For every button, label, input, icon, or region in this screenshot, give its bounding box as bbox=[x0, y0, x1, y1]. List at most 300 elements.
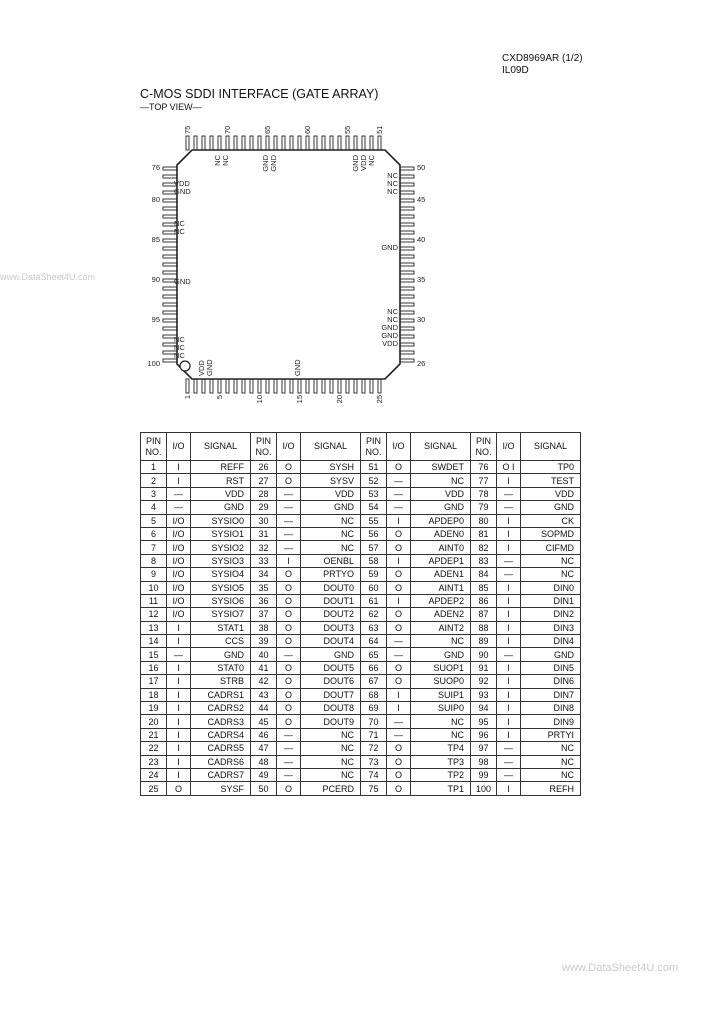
signal-cell: DIN3 bbox=[521, 621, 581, 634]
pin-number-top: 60 bbox=[303, 125, 312, 134]
pin-lead-right bbox=[400, 287, 414, 290]
pin-number-cell: 59 bbox=[361, 568, 387, 581]
signal-cell: VDD bbox=[521, 487, 581, 500]
io-cell: I bbox=[497, 702, 521, 715]
signal-cell: DIN0 bbox=[521, 581, 581, 594]
pin-lead-bottom bbox=[194, 379, 197, 393]
pin-label-right: VDD bbox=[382, 339, 398, 348]
pin-number-cell: 26 bbox=[251, 461, 277, 474]
io-cell: O bbox=[277, 782, 301, 795]
pin-number-cell: 7 bbox=[141, 541, 167, 554]
table-row bbox=[141, 715, 581, 728]
pin-label-left: NC bbox=[174, 351, 185, 360]
io-cell: — bbox=[277, 755, 301, 768]
pin-label-left: NC bbox=[174, 227, 185, 236]
io-cell: O bbox=[277, 461, 301, 474]
io-cell: I bbox=[497, 688, 521, 701]
pin-lead-left bbox=[163, 255, 177, 258]
pin-number-cell: 53 bbox=[361, 487, 387, 500]
pin-lead-top bbox=[354, 136, 357, 150]
io-cell: — bbox=[497, 568, 521, 581]
pin-number-cell: 56 bbox=[361, 527, 387, 540]
pin-lead-left bbox=[163, 311, 177, 314]
io-cell: — bbox=[277, 487, 301, 500]
signal-cell: TEST bbox=[521, 474, 581, 487]
io-cell: I bbox=[167, 635, 191, 648]
signal-cell: GND bbox=[301, 501, 361, 514]
io-cell: I bbox=[167, 755, 191, 768]
signal-cell: NC bbox=[521, 568, 581, 581]
pin-lead-right bbox=[400, 223, 414, 226]
pin-lead-bottom bbox=[378, 379, 381, 393]
header-pin-no: PIN NO. bbox=[141, 433, 167, 461]
signal-cell: OENBL bbox=[301, 554, 361, 567]
pin-lead-top bbox=[322, 136, 325, 150]
pin-lead-top bbox=[250, 136, 253, 150]
pin-number-cell: 94 bbox=[471, 702, 497, 715]
io-cell: I bbox=[497, 675, 521, 688]
signal-cell: CIFMD bbox=[521, 541, 581, 554]
watermark-left: www.DataSheet4U.com bbox=[0, 272, 96, 282]
io-cell: I bbox=[387, 688, 411, 701]
signal-cell: REFH bbox=[521, 782, 581, 795]
io-cell: I bbox=[167, 768, 191, 781]
table-row bbox=[141, 648, 581, 661]
io-cell: — bbox=[277, 728, 301, 741]
page-title: C-MOS SDDI INTERFACE (GATE ARRAY) bbox=[140, 87, 379, 101]
signal-cell: CADRS5 bbox=[191, 742, 251, 755]
signal-cell: NC bbox=[301, 527, 361, 540]
pin-number-cell: 16 bbox=[141, 661, 167, 674]
signal-cell: CADRS3 bbox=[191, 715, 251, 728]
pin-number-cell: 91 bbox=[471, 661, 497, 674]
pin-label-left: NC bbox=[174, 343, 185, 352]
pin-lead-bottom bbox=[258, 379, 261, 393]
signal-cell: NC bbox=[301, 728, 361, 741]
pin-lead-bottom bbox=[202, 379, 205, 393]
pin-number-cell: 57 bbox=[361, 541, 387, 554]
pin-lead-bottom bbox=[362, 379, 365, 393]
pin-number-cell: 84 bbox=[471, 568, 497, 581]
pin-number-cell: 62 bbox=[361, 608, 387, 621]
io-cell: I bbox=[387, 554, 411, 567]
pin-lead-left bbox=[163, 319, 177, 322]
pin-lead-top bbox=[226, 136, 229, 150]
pin-number-cell: 71 bbox=[361, 728, 387, 741]
pin-number-cell: 44 bbox=[251, 702, 277, 715]
io-cell: — bbox=[497, 648, 521, 661]
pin-number-cell: 75 bbox=[361, 782, 387, 795]
pin-lead-left bbox=[163, 239, 177, 242]
io-cell: I/O bbox=[167, 541, 191, 554]
pin-label-right: NC bbox=[387, 171, 398, 180]
pin-lead-top bbox=[346, 136, 349, 150]
pin-number-cell: 73 bbox=[361, 755, 387, 768]
io-cell: — bbox=[497, 501, 521, 514]
signal-cell: TP4 bbox=[411, 742, 471, 755]
pin-lead-top bbox=[290, 136, 293, 150]
pin-lead-bottom bbox=[330, 379, 333, 393]
pin-number-bottom: 25 bbox=[375, 395, 384, 404]
pin-number-left: 80 bbox=[151, 195, 160, 204]
pin-lead-top bbox=[186, 136, 189, 150]
io-cell: O bbox=[387, 527, 411, 540]
pin-number-cell: 82 bbox=[471, 541, 497, 554]
pin-number-cell: 66 bbox=[361, 661, 387, 674]
pin-label-top: GND bbox=[261, 155, 270, 172]
pin-lead-right bbox=[400, 359, 414, 362]
pin-lead-left bbox=[163, 303, 177, 306]
pin-lead-right bbox=[400, 319, 414, 322]
table-header-row bbox=[141, 433, 581, 461]
header-pin-no: PIN NO. bbox=[471, 433, 497, 461]
pin-lead-right bbox=[400, 263, 414, 266]
io-cell: — bbox=[387, 474, 411, 487]
pin-number-cell: 39 bbox=[251, 635, 277, 648]
signal-cell: AINT2 bbox=[411, 621, 471, 634]
signal-cell: SUIP0 bbox=[411, 702, 471, 715]
io-cell: — bbox=[497, 554, 521, 567]
signal-cell: PCERD bbox=[301, 782, 361, 795]
table-row bbox=[141, 487, 581, 500]
io-cell: O bbox=[387, 541, 411, 554]
pin-number-cell: 29 bbox=[251, 501, 277, 514]
io-cell: — bbox=[167, 501, 191, 514]
io-cell: — bbox=[387, 501, 411, 514]
pin-label-right: GND bbox=[381, 243, 398, 252]
pin-number-cell: 43 bbox=[251, 688, 277, 701]
signal-cell: SYSIO0 bbox=[191, 514, 251, 527]
pin-number-cell: 46 bbox=[251, 728, 277, 741]
pin-number-right: 50 bbox=[417, 163, 426, 172]
pin-lead-left bbox=[163, 247, 177, 250]
pin-lead-right bbox=[400, 271, 414, 274]
signal-cell: DIN4 bbox=[521, 635, 581, 648]
page-subtitle: —TOP VIEW— bbox=[140, 102, 202, 112]
pin-number-cell: 81 bbox=[471, 527, 497, 540]
signal-cell: NC bbox=[301, 768, 361, 781]
io-cell: I bbox=[497, 474, 521, 487]
signal-cell: VDD bbox=[411, 487, 471, 500]
pin-label-left: GND bbox=[174, 187, 191, 196]
pin-number-right: 26 bbox=[417, 359, 426, 368]
signal-cell: NC bbox=[521, 554, 581, 567]
pin-lead-bottom bbox=[210, 379, 213, 393]
signal-cell: NC bbox=[521, 768, 581, 781]
signal-cell: VDD bbox=[301, 487, 361, 500]
pin-number-cell: 34 bbox=[251, 568, 277, 581]
signal-cell: GND bbox=[521, 648, 581, 661]
pin-lead-right bbox=[400, 279, 414, 282]
pin-number-cell: 89 bbox=[471, 635, 497, 648]
signal-cell: DIN2 bbox=[521, 608, 581, 621]
pin-number-cell: 92 bbox=[471, 675, 497, 688]
io-cell: O bbox=[387, 581, 411, 594]
io-cell: I bbox=[167, 675, 191, 688]
io-cell: — bbox=[167, 487, 191, 500]
signal-cell: ADEN0 bbox=[411, 527, 471, 540]
pin-label-right: GND bbox=[381, 331, 398, 340]
pin-number-cell: 68 bbox=[361, 688, 387, 701]
pin-number-cell: 49 bbox=[251, 768, 277, 781]
io-cell: O bbox=[387, 621, 411, 634]
pin-number-cell: 13 bbox=[141, 621, 167, 634]
pin-number-cell: 50 bbox=[251, 782, 277, 795]
signal-cell: AINT1 bbox=[411, 581, 471, 594]
io-cell: — bbox=[387, 487, 411, 500]
pin-number-left: 90 bbox=[151, 275, 160, 284]
signal-cell: SWDET bbox=[411, 461, 471, 474]
signal-cell: NC bbox=[411, 635, 471, 648]
signal-cell: DIN9 bbox=[521, 715, 581, 728]
pin-number-cell: 9 bbox=[141, 568, 167, 581]
pin-number-cell: 3 bbox=[141, 487, 167, 500]
io-cell: O bbox=[277, 715, 301, 728]
pin-label-top: VDD bbox=[359, 155, 368, 171]
pin-label-right: NC bbox=[387, 315, 398, 324]
pin-number-cell: 38 bbox=[251, 621, 277, 634]
signal-cell: SYSIO6 bbox=[191, 594, 251, 607]
pins-bottom bbox=[186, 379, 381, 393]
signal-cell: SYSIO4 bbox=[191, 568, 251, 581]
signal-cell: GND bbox=[521, 501, 581, 514]
table-body bbox=[141, 461, 581, 796]
pin-lead-left bbox=[163, 215, 177, 218]
pin-number-cell: 48 bbox=[251, 755, 277, 768]
pin-number-cell: 78 bbox=[471, 487, 497, 500]
pin-number-cell: 19 bbox=[141, 702, 167, 715]
signal-cell: SYSIO5 bbox=[191, 581, 251, 594]
signal-cell: DIN1 bbox=[521, 594, 581, 607]
io-cell: I bbox=[497, 581, 521, 594]
pin-number-cell: 31 bbox=[251, 527, 277, 540]
pin-lead-bottom bbox=[314, 379, 317, 393]
pin-number-cell: 23 bbox=[141, 755, 167, 768]
pin-lead-top bbox=[370, 136, 373, 150]
io-cell: I/O bbox=[167, 608, 191, 621]
pin-label-bottom: GND bbox=[205, 359, 214, 376]
pin-number-cell: 70 bbox=[361, 715, 387, 728]
pin-number-cell: 100 bbox=[471, 782, 497, 795]
pin-number-left: 95 bbox=[151, 315, 160, 324]
signal-cell: REFF bbox=[191, 461, 251, 474]
pin-lead-right bbox=[400, 191, 414, 194]
signal-cell: VDD bbox=[191, 487, 251, 500]
pin-label-left: GND bbox=[174, 277, 191, 286]
io-cell: O bbox=[277, 621, 301, 634]
pin-number-cell: 11 bbox=[141, 594, 167, 607]
io-cell: I bbox=[497, 527, 521, 540]
pin-number-cell: 41 bbox=[251, 661, 277, 674]
io-cell: I/O bbox=[167, 554, 191, 567]
pin-lead-right bbox=[400, 207, 414, 210]
pin-number-cell: 98 bbox=[471, 755, 497, 768]
signal-cell: SYSH bbox=[301, 461, 361, 474]
pin-label-top: GND bbox=[351, 155, 360, 172]
pin-lead-bottom bbox=[226, 379, 229, 393]
pin-number-cell: 51 bbox=[361, 461, 387, 474]
pin-number-cell: 6 bbox=[141, 527, 167, 540]
signal-cell: SUOP1 bbox=[411, 661, 471, 674]
pin-number-cell: 2 bbox=[141, 474, 167, 487]
table-row bbox=[141, 568, 581, 581]
pin-number-cell: 1 bbox=[141, 461, 167, 474]
pin-number-cell: 5 bbox=[141, 514, 167, 527]
pin-lead-right bbox=[400, 175, 414, 178]
io-cell: — bbox=[277, 501, 301, 514]
io-cell: I bbox=[497, 608, 521, 621]
io-cell: I bbox=[497, 621, 521, 634]
io-cell: O bbox=[277, 675, 301, 688]
header-io: I/O bbox=[387, 433, 411, 461]
pin-lead-right bbox=[400, 343, 414, 346]
signal-cell: NC bbox=[411, 474, 471, 487]
signal-cell: STAT0 bbox=[191, 661, 251, 674]
header-io: I/O bbox=[277, 433, 301, 461]
signal-cell: APDEP2 bbox=[411, 594, 471, 607]
table-row bbox=[141, 474, 581, 487]
signal-cell: PRTYO bbox=[301, 568, 361, 581]
signal-cell: SOPMD bbox=[521, 527, 581, 540]
pin-number-bottom: 15 bbox=[295, 395, 304, 404]
io-cell: — bbox=[387, 715, 411, 728]
io-cell: O bbox=[277, 581, 301, 594]
pin-number-cell: 15 bbox=[141, 648, 167, 661]
pin-lead-bottom bbox=[298, 379, 301, 393]
pin-lead-top bbox=[314, 136, 317, 150]
table-row bbox=[141, 608, 581, 621]
pin-number-cell: 72 bbox=[361, 742, 387, 755]
io-cell: I bbox=[167, 728, 191, 741]
pin-lead-right bbox=[400, 255, 414, 258]
io-cell: — bbox=[497, 768, 521, 781]
pin-number-cell: 27 bbox=[251, 474, 277, 487]
pin-number-right: 30 bbox=[417, 315, 426, 324]
pin-lead-bottom bbox=[274, 379, 277, 393]
pin-number-cell: 4 bbox=[141, 501, 167, 514]
signal-cell: DOUT4 bbox=[301, 635, 361, 648]
pin-number-cell: 85 bbox=[471, 581, 497, 594]
signal-cell: SYSIO7 bbox=[191, 608, 251, 621]
pin-label-top: NC bbox=[213, 155, 222, 166]
io-cell: O I bbox=[497, 461, 521, 474]
signal-cell: TP3 bbox=[411, 755, 471, 768]
pin-number-cell: 90 bbox=[471, 648, 497, 661]
pin-number-cell: 21 bbox=[141, 728, 167, 741]
table-row bbox=[141, 728, 581, 741]
signal-cell: PRTYI bbox=[521, 728, 581, 741]
pin-number-cell: 33 bbox=[251, 554, 277, 567]
pin-label-left: NC bbox=[174, 335, 185, 344]
io-cell: I bbox=[387, 702, 411, 715]
table-row bbox=[141, 782, 581, 795]
pin-lead-top bbox=[194, 136, 197, 150]
pin-lead-bottom bbox=[282, 379, 285, 393]
signal-cell: CADRS4 bbox=[191, 728, 251, 741]
pin-lead-bottom bbox=[322, 379, 325, 393]
io-cell: O bbox=[387, 755, 411, 768]
pin-number-right: 40 bbox=[417, 235, 426, 244]
pin-lead-top bbox=[306, 136, 309, 150]
io-cell: — bbox=[387, 648, 411, 661]
table-row bbox=[141, 581, 581, 594]
table-row bbox=[141, 621, 581, 634]
io-cell: O bbox=[387, 742, 411, 755]
signal-cell: NC bbox=[411, 728, 471, 741]
pin-label-bottom: VDD bbox=[197, 360, 206, 376]
signal-cell: NC bbox=[301, 742, 361, 755]
signal-cell: DIN6 bbox=[521, 675, 581, 688]
pin-number-cell: 93 bbox=[471, 688, 497, 701]
io-cell: I/O bbox=[167, 514, 191, 527]
pin-lead-top bbox=[378, 136, 381, 150]
signal-cell: CCS bbox=[191, 635, 251, 648]
pin-number-cell: 52 bbox=[361, 474, 387, 487]
pin-label-right: NC bbox=[387, 179, 398, 188]
header-io: I/O bbox=[167, 433, 191, 461]
signal-cell: DOUT6 bbox=[301, 675, 361, 688]
table-row bbox=[141, 688, 581, 701]
signal-cell: DOUT2 bbox=[301, 608, 361, 621]
pin-number-cell: 14 bbox=[141, 635, 167, 648]
pin-number-cell: 37 bbox=[251, 608, 277, 621]
pin-number-cell: 97 bbox=[471, 742, 497, 755]
io-cell: I bbox=[497, 635, 521, 648]
io-cell: I/O bbox=[167, 568, 191, 581]
io-cell: — bbox=[497, 755, 521, 768]
io-cell: O bbox=[277, 568, 301, 581]
pin-number-top: 51 bbox=[375, 125, 384, 134]
watermark-bottom: www.DataSheet4U.com bbox=[562, 962, 679, 974]
pin-lead-top bbox=[362, 136, 365, 150]
signal-cell: APDEP0 bbox=[411, 514, 471, 527]
pin-number-top: 70 bbox=[223, 125, 232, 134]
pin-lead-bottom bbox=[306, 379, 309, 393]
io-cell: I bbox=[387, 514, 411, 527]
signal-cell: GND bbox=[411, 501, 471, 514]
table-row bbox=[141, 702, 581, 715]
io-cell: I bbox=[277, 554, 301, 567]
table-row bbox=[141, 541, 581, 554]
signal-cell: GND bbox=[191, 648, 251, 661]
pin-label-bottom: GND bbox=[293, 359, 302, 376]
pin-number-cell: 99 bbox=[471, 768, 497, 781]
io-cell: I bbox=[497, 541, 521, 554]
signal-cell: SYSIO2 bbox=[191, 541, 251, 554]
pin-lead-right bbox=[400, 247, 414, 250]
table-row bbox=[141, 527, 581, 540]
pin1-index-mark bbox=[180, 361, 190, 371]
io-cell: I bbox=[497, 661, 521, 674]
pin-lead-right bbox=[400, 231, 414, 234]
io-cell: I bbox=[167, 715, 191, 728]
table-row bbox=[141, 755, 581, 768]
pin-number-cell: 55 bbox=[361, 514, 387, 527]
pin-number-left: 100 bbox=[147, 359, 160, 368]
pin-number-right: 35 bbox=[417, 275, 426, 284]
pin-lead-right bbox=[400, 183, 414, 186]
pin-number-cell: 17 bbox=[141, 675, 167, 688]
pin-lead-left bbox=[163, 199, 177, 202]
table-row bbox=[141, 461, 581, 474]
signal-cell: DOUT8 bbox=[301, 702, 361, 715]
table-row bbox=[141, 742, 581, 755]
pin-number-cell: 40 bbox=[251, 648, 277, 661]
pin-lead-top bbox=[282, 136, 285, 150]
pin-number-cell: 47 bbox=[251, 742, 277, 755]
pin-number-cell: 35 bbox=[251, 581, 277, 594]
table-row bbox=[141, 554, 581, 567]
